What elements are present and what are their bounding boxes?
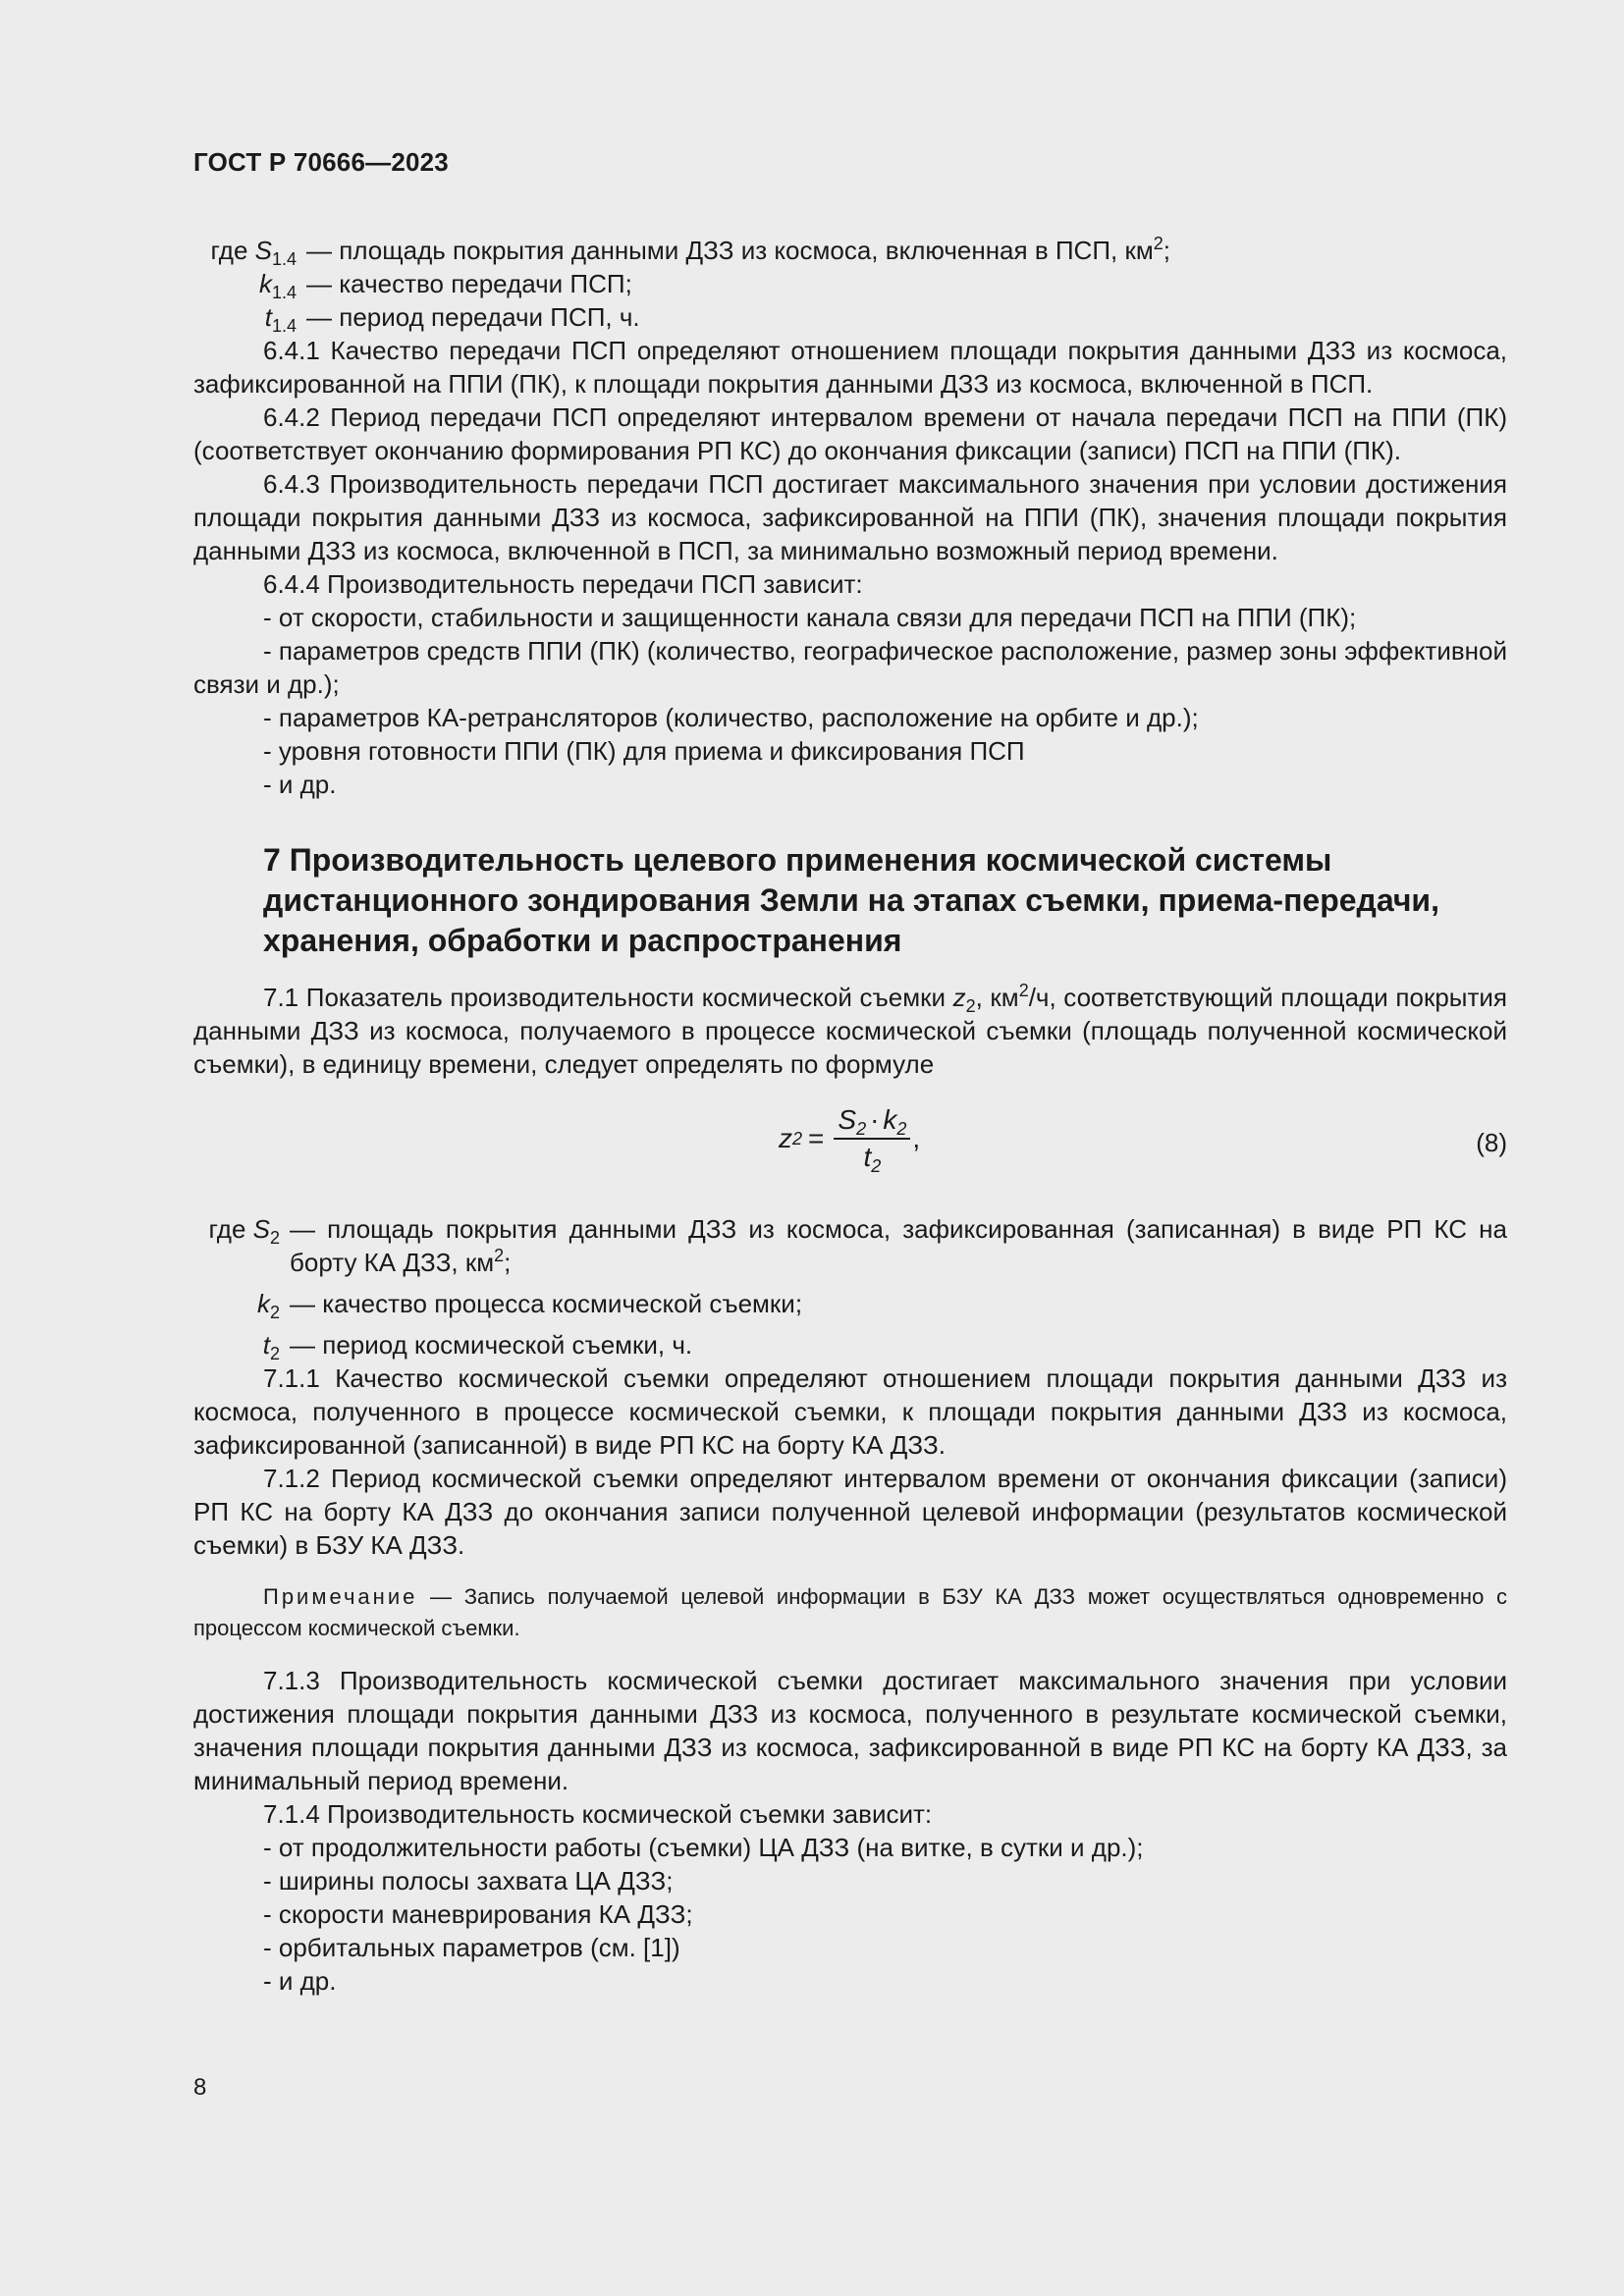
list-item: - параметров средств ППИ (ПК) (количество, географическое расположение, размер зоны эффективной связи и др.); (193, 636, 1507, 699)
document-header: ГОСТ Р 70666—2023 (193, 147, 449, 177)
list-item: - и др. (263, 770, 337, 799)
definition-symbol: $t_{1.4}$ (264, 302, 297, 336)
paragraph-7-1-1: 7.1.1 Качество космической съемки определяют отношением площади покрытия данными ДЗЗ из космоса, полученного в процессе космической съемки, к площади покрытия данными ДЗЗ из космоса, зафиксированной (записанной) в виде РП КС на борту КА ДЗЗ. (193, 1363, 1507, 1460)
paragraph-6-4-2: 6.4.2 Период передачи ПСП определяют интервалом времени от начала передачи ПСП на ППИ (ПК) (соответствует окончанию формирования РП КС) до окончания фиксации (записи) ПСП на ППИ (ПК). (193, 402, 1507, 465)
definition-text: — площадь покрытия данными ДЗЗ из космоса, зафиксированная (записанная) в виде РП КС на борту КА ДЗЗ, $км^2$; (290, 1214, 1507, 1277)
fraction-denominator: $t_2$ (863, 1142, 882, 1176)
page-content (193, 234, 1507, 1998)
paragraph-6-4-1: 6.4.1 Качество передачи ПСП определяют отношением площади покрытия данными ДЗЗ из космоса, зафиксированной на ППИ (ПК), к площади покрытия данными ДЗЗ из космоса, включенной в ПСП. (193, 336, 1507, 399)
definitions-s2 (193, 1212, 1507, 1362)
fraction-numerator: $S_2 \cdot k_2$ (834, 1104, 910, 1140)
definition-text: — период передачи ПСП, ч. (306, 302, 640, 332)
definition-text: — качество передачи ПСП; (306, 269, 632, 298)
formula-number: (8) (1476, 1128, 1507, 1157)
paragraph-7-1-2: 7.1.2 Период космической съемки определяют интервалом времени от окончания фиксации (записи) РП КС на борту КА ДЗЗ до окончания записи полученной целевой информации (результатов космической съемки) в БЗУ КА ДЗЗ. (193, 1464, 1507, 1560)
definition-text: — качество процесса космической съемки; (290, 1289, 803, 1318)
list-item: - параметров КА-ретрансляторов (количество, расположение на орбите и др.); (263, 703, 1199, 732)
definition-symbol: где $S_{1.4}$ (210, 236, 297, 269)
definition-text: — площадь покрытия данными ДЗЗ из космоса, включенная в ПСП, $км^2$; (306, 234, 1170, 265)
list-item: - от скорости, стабильности и защищенности канала связи для передачи ПСП на ППИ (ПК); (263, 603, 1357, 632)
list-item: - уровня готовности ППИ (ПК) для приема и фиксирования ПСП (263, 736, 1025, 766)
page-number: 8 (193, 2074, 207, 2101)
definition-symbol: $k_{1.4}$ (258, 269, 297, 302)
list-item: - орбитальных параметров (см. [1]) (263, 1933, 680, 1962)
paragraph-6-4-4: 6.4.4 Производительность передачи ПСП зависит: (263, 569, 863, 599)
paragraph-7-1-4: 7.1.4 Производительность космической съемки зависит: (263, 1799, 933, 1829)
formula-expression: z 2 = $\frac{S_2 \cdot k_2}{t_2}$ , (779, 1104, 921, 1176)
definition-symbol: где $S_2$ (208, 1214, 280, 1248)
definitions-s14 (193, 234, 1507, 334)
list-item: - ширины полосы захвата ЦА ДЗЗ; (263, 1866, 674, 1896)
definition-text: — период космической съемки, ч. (290, 1330, 693, 1360)
list-item: - и др. (263, 1966, 337, 1996)
section-title: 7 Производительность целевого применения космической системы дистанционного зондирования Земли на этапах съемки, приема-передачи, хранения, обработки и распространения (263, 842, 1439, 958)
list-item: - скорости маневрирования КА ДЗЗ; (263, 1899, 693, 1929)
paragraph-7-1: 7.1 Показатель производительности космической съемки $z_2$, $км^2/ч$, соответствующий площади покрытия данными ДЗЗ из космоса, получаемого в процессе космической съемки (площадь полученной космической съемки), в единицу времени, следует определять по формуле (193, 981, 1508, 1079)
note (193, 1581, 1507, 1644)
note-text: — Запись получаемой целевой информации в БЗУ КА ДЗЗ может осуществляться одновременно с процессом космической съемки. (193, 1584, 1507, 1640)
list-item: - от продолжительности работы (съемки) ЦА ДЗЗ (на витке, в сутки и др.); (263, 1833, 1144, 1862)
definition-symbol: $k_2$ (256, 1289, 280, 1322)
formula-fraction (834, 1104, 910, 1176)
paragraph-6-4-3: 6.4.3 Производительность передачи ПСП достигает максимального значения при условии достижения площади покрытия данными ДЗЗ из космоса, зафиксированной на ППИ (ПК), значения площади покрытия данными ДЗЗ из космоса, включенной в ПСП, за минимально возможный период времени. (193, 469, 1507, 565)
note-label: Примечание (263, 1584, 418, 1609)
definition-symbol: $t_2$ (262, 1330, 280, 1363)
formula-8 (193, 1095, 1507, 1183)
paragraph-7-1-3: 7.1.3 Производительность космической съемки достигает максимального значения при условии достижения площади покрытия данными ДЗЗ из космоса, полученного в результате космической съемки, значения площади покрытия данными ДЗЗ из космоса, зафиксированной в виде РП КС на борту КА ДЗЗ, за минимальный период времени. (193, 1666, 1507, 1795)
